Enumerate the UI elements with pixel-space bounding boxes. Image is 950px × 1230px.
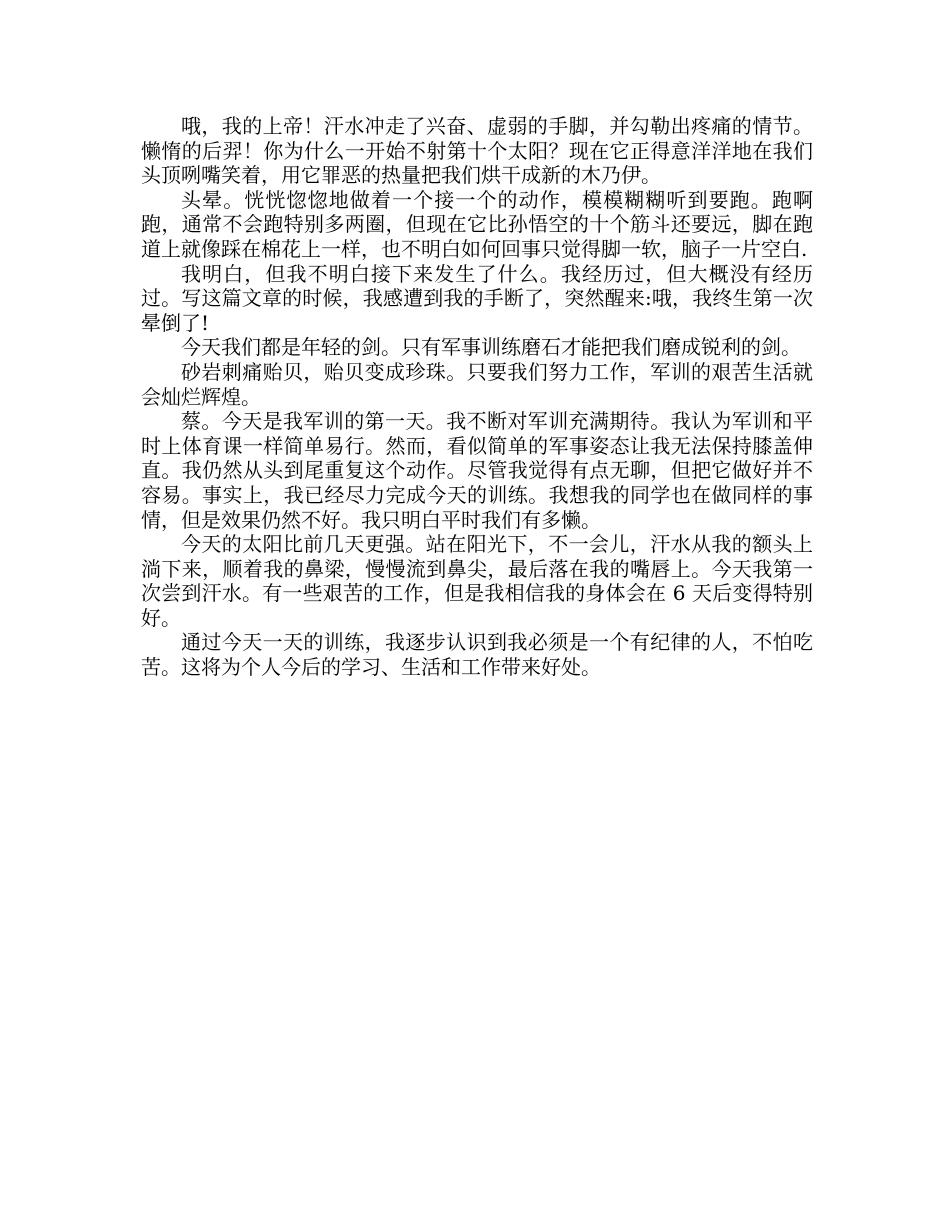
paragraph-3: 我明白，但我不明白接下来发生了什么。我经历过，但大概没有经历过。写这篇文章的时候，我感遭到我的手断了，突然醒来:哦，我终生第一次晕倒了! [141,261,813,335]
document-body [141,114,813,680]
paragraph-4: 今天我们都是年轻的剑。只有军事训练磨石才能把我们磨成锐利的剑。 [181,335,801,360]
paragraph-2: 头晕。恍恍惚惚地做着一个接一个的动作，模模糊糊听到要跑。跑啊跑，通常不会跑特别多两圈，但现在它比孙悟空的十个筋斗还要远，脚在跑道上就像踩在棉花上一样，也不明白如何回事只觉得脚一软，脑子一片空白. [141,187,813,261]
paragraph-5: 砂岩刺痛贻贝，贻贝变成珍珠。只要我们努力工作，军训的艰苦生活就会灿烂辉煌。 [141,359,813,409]
paragraph-6: 蔡。今天是我军训的第一天。我不断对军训充满期待。我认为军训和平时上体育课一样简单易行。然而，看似简单的军事姿态让我无法保持膝盖伸直。我仍然从头到尾重复这个动作。尽管我觉得有点无聊，但把它做好并不容易。事实上，我已经尽力完成今天的训练。我想我的同学也在做同样的事情，但是效果仍然不好。我只明白平时我们有多懒。 [141,409,813,532]
paragraph-7: 今天的太阳比前几天更强。站在阳光下，不一会儿，汗水从我的额头上淌下来，顺着我的鼻梁，慢慢流到鼻尖，最后落在我的嘴唇上。今天我第一次尝到汗水。有一些艰苦的工作，但是我相信我的身体会在 6 天后变得特别好。 [141,532,813,630]
paragraph-1: 哦，我的上帝！汗水冲走了兴奋、虚弱的手脚，并勾勒出疼痛的情节。懒惰的后羿！你为什么一开始不射第十个太阳？现在它正得意洋洋地在我们头顶咧嘴笑着，用它罪恶的热量把我们烘干成新的木乃伊。 [141,114,813,188]
paragraph-8: 通过今天一天的训练，我逐步认识到我必须是一个有纪律的人，不怕吃苦。这将为个人今后的学习、生活和工作带来好处。 [141,630,813,680]
